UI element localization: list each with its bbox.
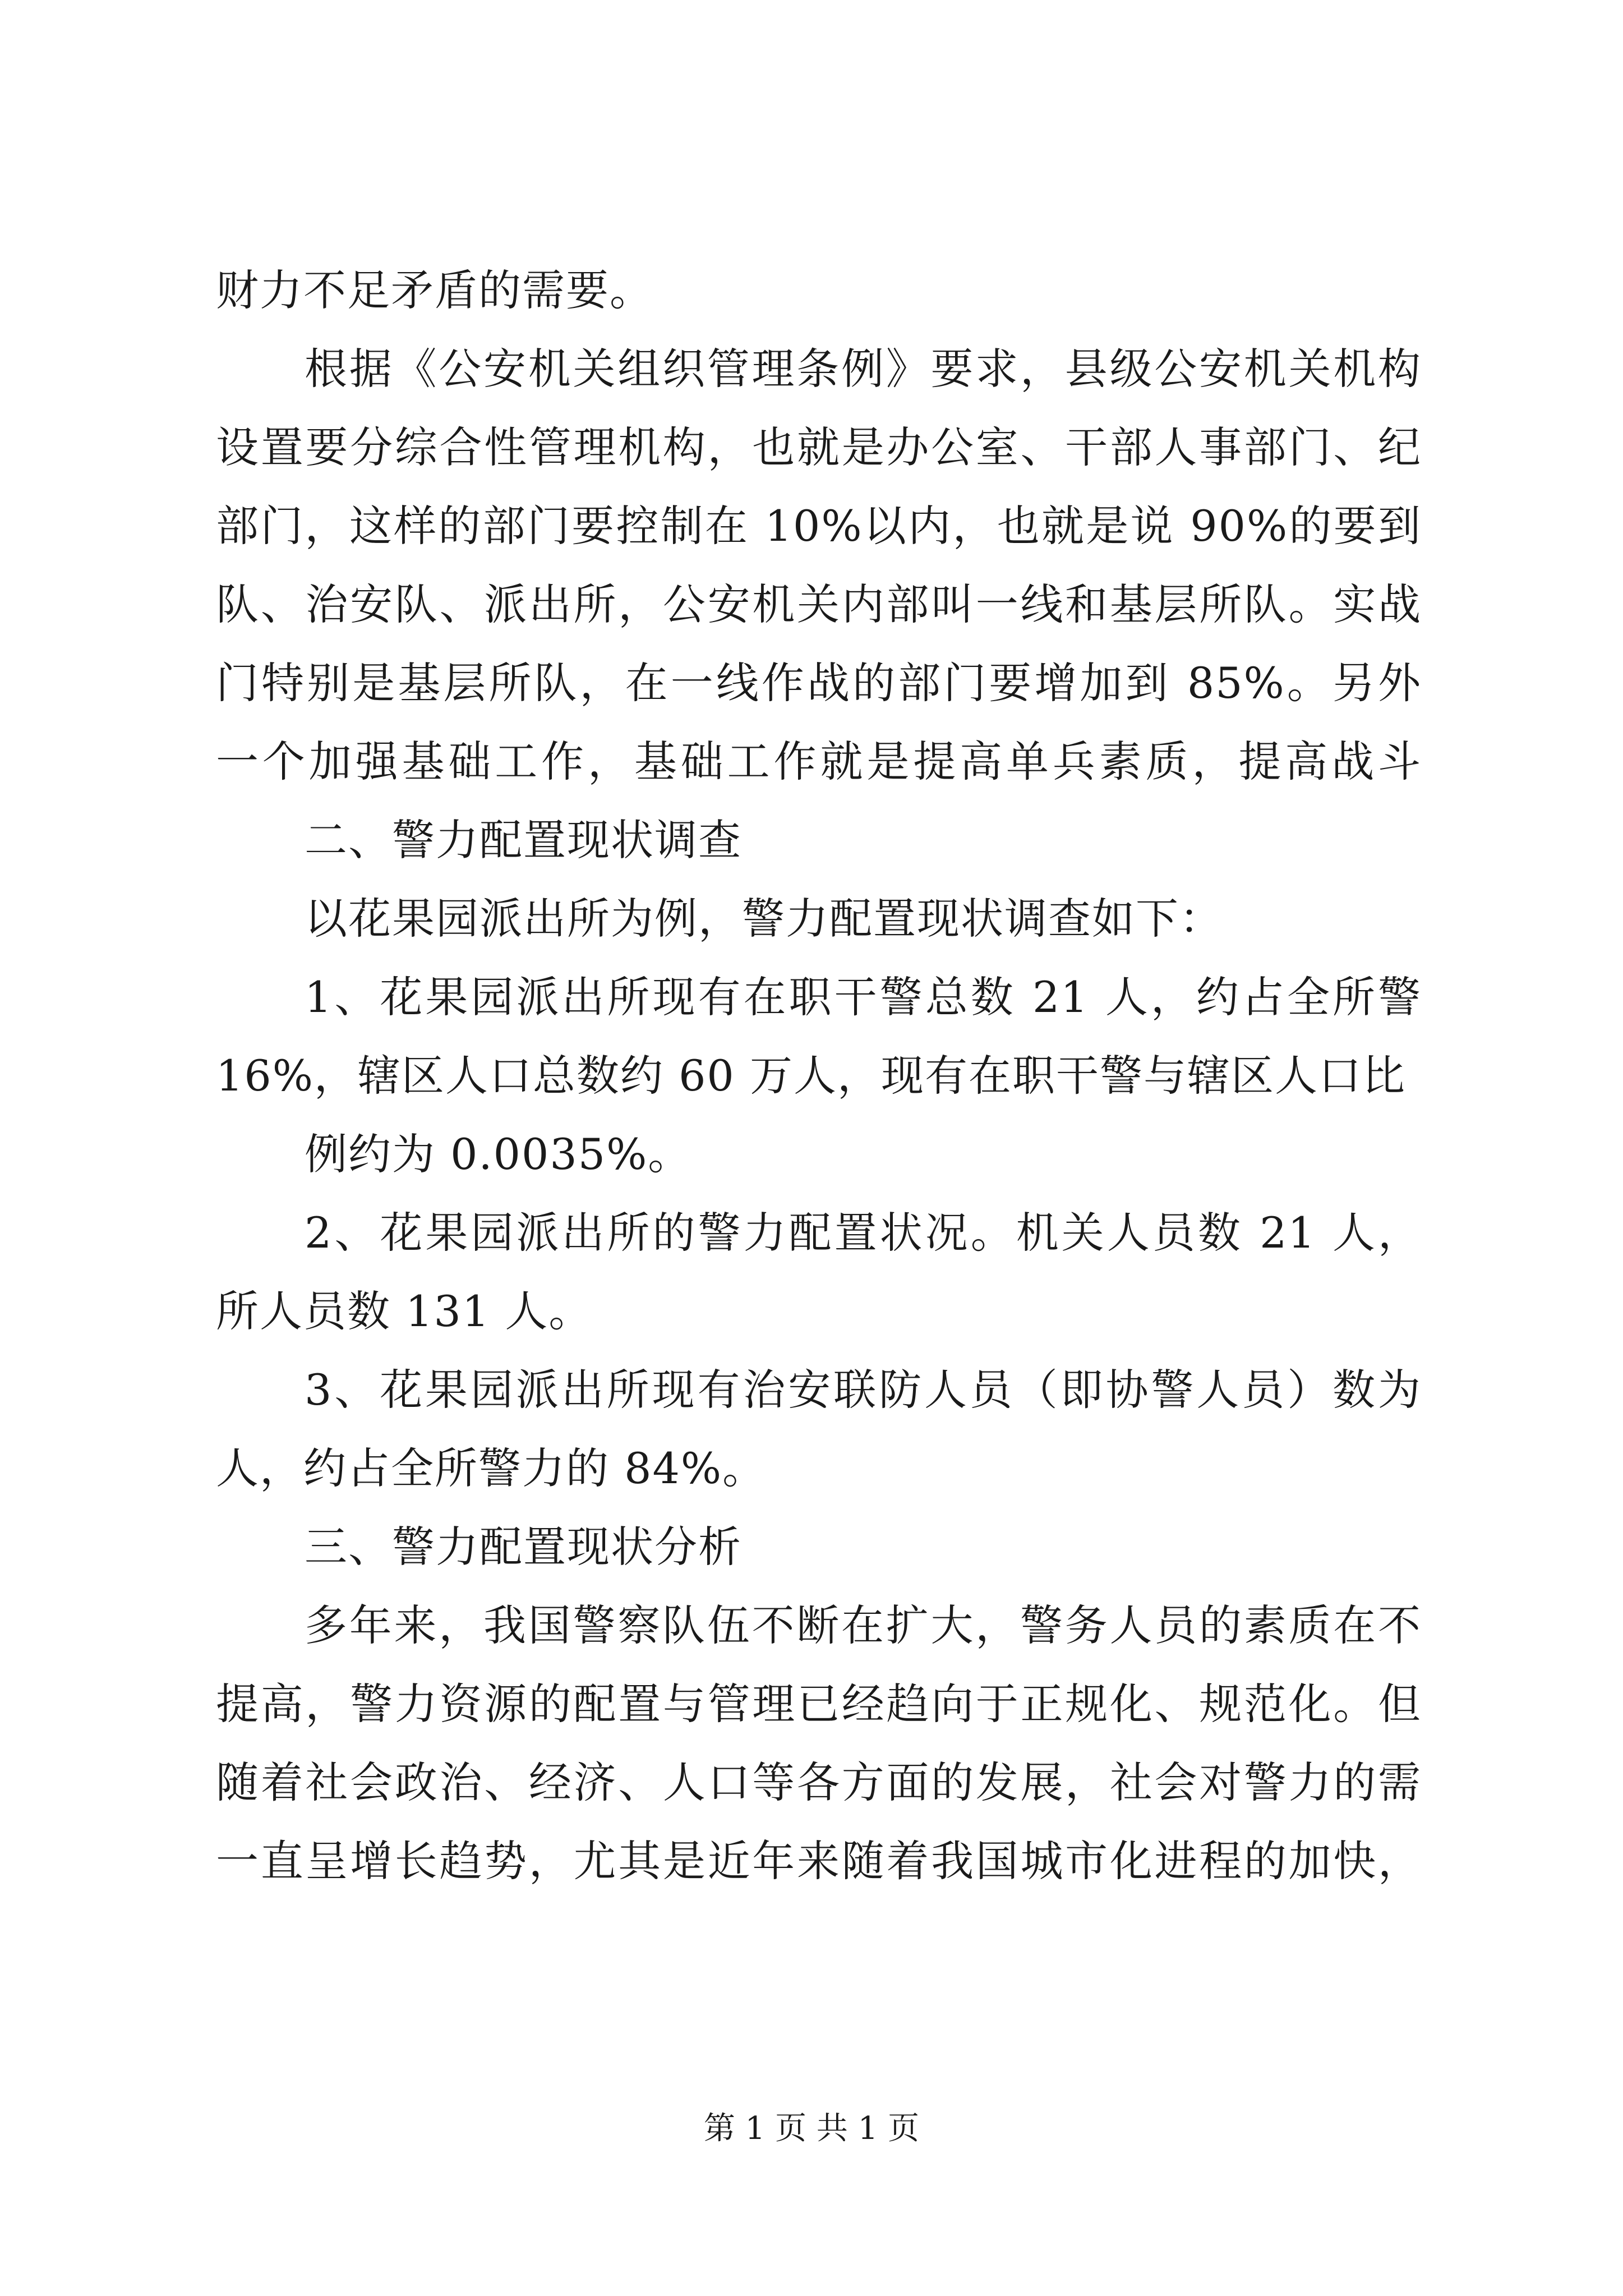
- document-body: [216, 251, 1422, 1901]
- text-line: 1、花果园派出所现有在职干警总数 21 人，约占全所警: [305, 972, 1422, 1022]
- text-line: 三、警力配置现状分析: [305, 1522, 742, 1572]
- text-line: 设置要分综合性管理机构，也就是办公室、干部人事部门、纪: [216, 422, 1422, 472]
- text-line: 门特别是基层所队，在一线作战的部门要增加到 85%。另外: [216, 658, 1422, 708]
- text-line: 随着社会政治、经济、人口等各方面的发展，社会对警力的需: [216, 1757, 1422, 1807]
- text-line: 人，约占全所警力的 84%。: [216, 1443, 767, 1493]
- text-line: 二、警力配置现状调查: [305, 815, 742, 865]
- text-line: 例约为 0.0035%。: [305, 1129, 692, 1179]
- text-line: 队、治安队、派出所，公安机关内部叫一线和基层所队。实战: [216, 579, 1422, 629]
- page-footer: 第 1 页 共 1 页: [703, 2110, 920, 2147]
- text-line: 16%，辖区人口总数约 60 万人，现有在职干警与辖区人口比: [216, 1051, 1406, 1101]
- text-line: 根据《公安机关组织管理条例》要求，县级公安机关机构: [305, 344, 1422, 394]
- text-line: 一个加强基础工作，基础工作就是提高单兵素质，提高战斗: [216, 737, 1422, 786]
- text-line: 2、花果园派出所的警力配置状况。机关人员数 21 人，: [305, 1208, 1422, 1258]
- text-line: 财力不足矛盾的需要。: [216, 265, 653, 315]
- text-line: 部门，这样的部门要控制在 10%以内，也就是说 90%的要到: [216, 501, 1422, 551]
- text-line: 多年来，我国警察队伍不断在扩大，警务人员的素质在不: [305, 1600, 1422, 1650]
- text-line: 以花果园派出所为例，警力配置现状调查如下：: [305, 894, 1223, 944]
- text-line: 一直呈增长趋势，尤其是近年来随着我国城市化进程的加快，: [216, 1836, 1422, 1886]
- text-line: 提高，警力资源的配置与管理已经趋向于正规化、规范化。但: [216, 1679, 1422, 1729]
- text-line: 3、花果园派出所现有治安联防人员（即协警人员）数为: [305, 1365, 1422, 1415]
- text-line: 所人员数 131 人。: [216, 1286, 593, 1336]
